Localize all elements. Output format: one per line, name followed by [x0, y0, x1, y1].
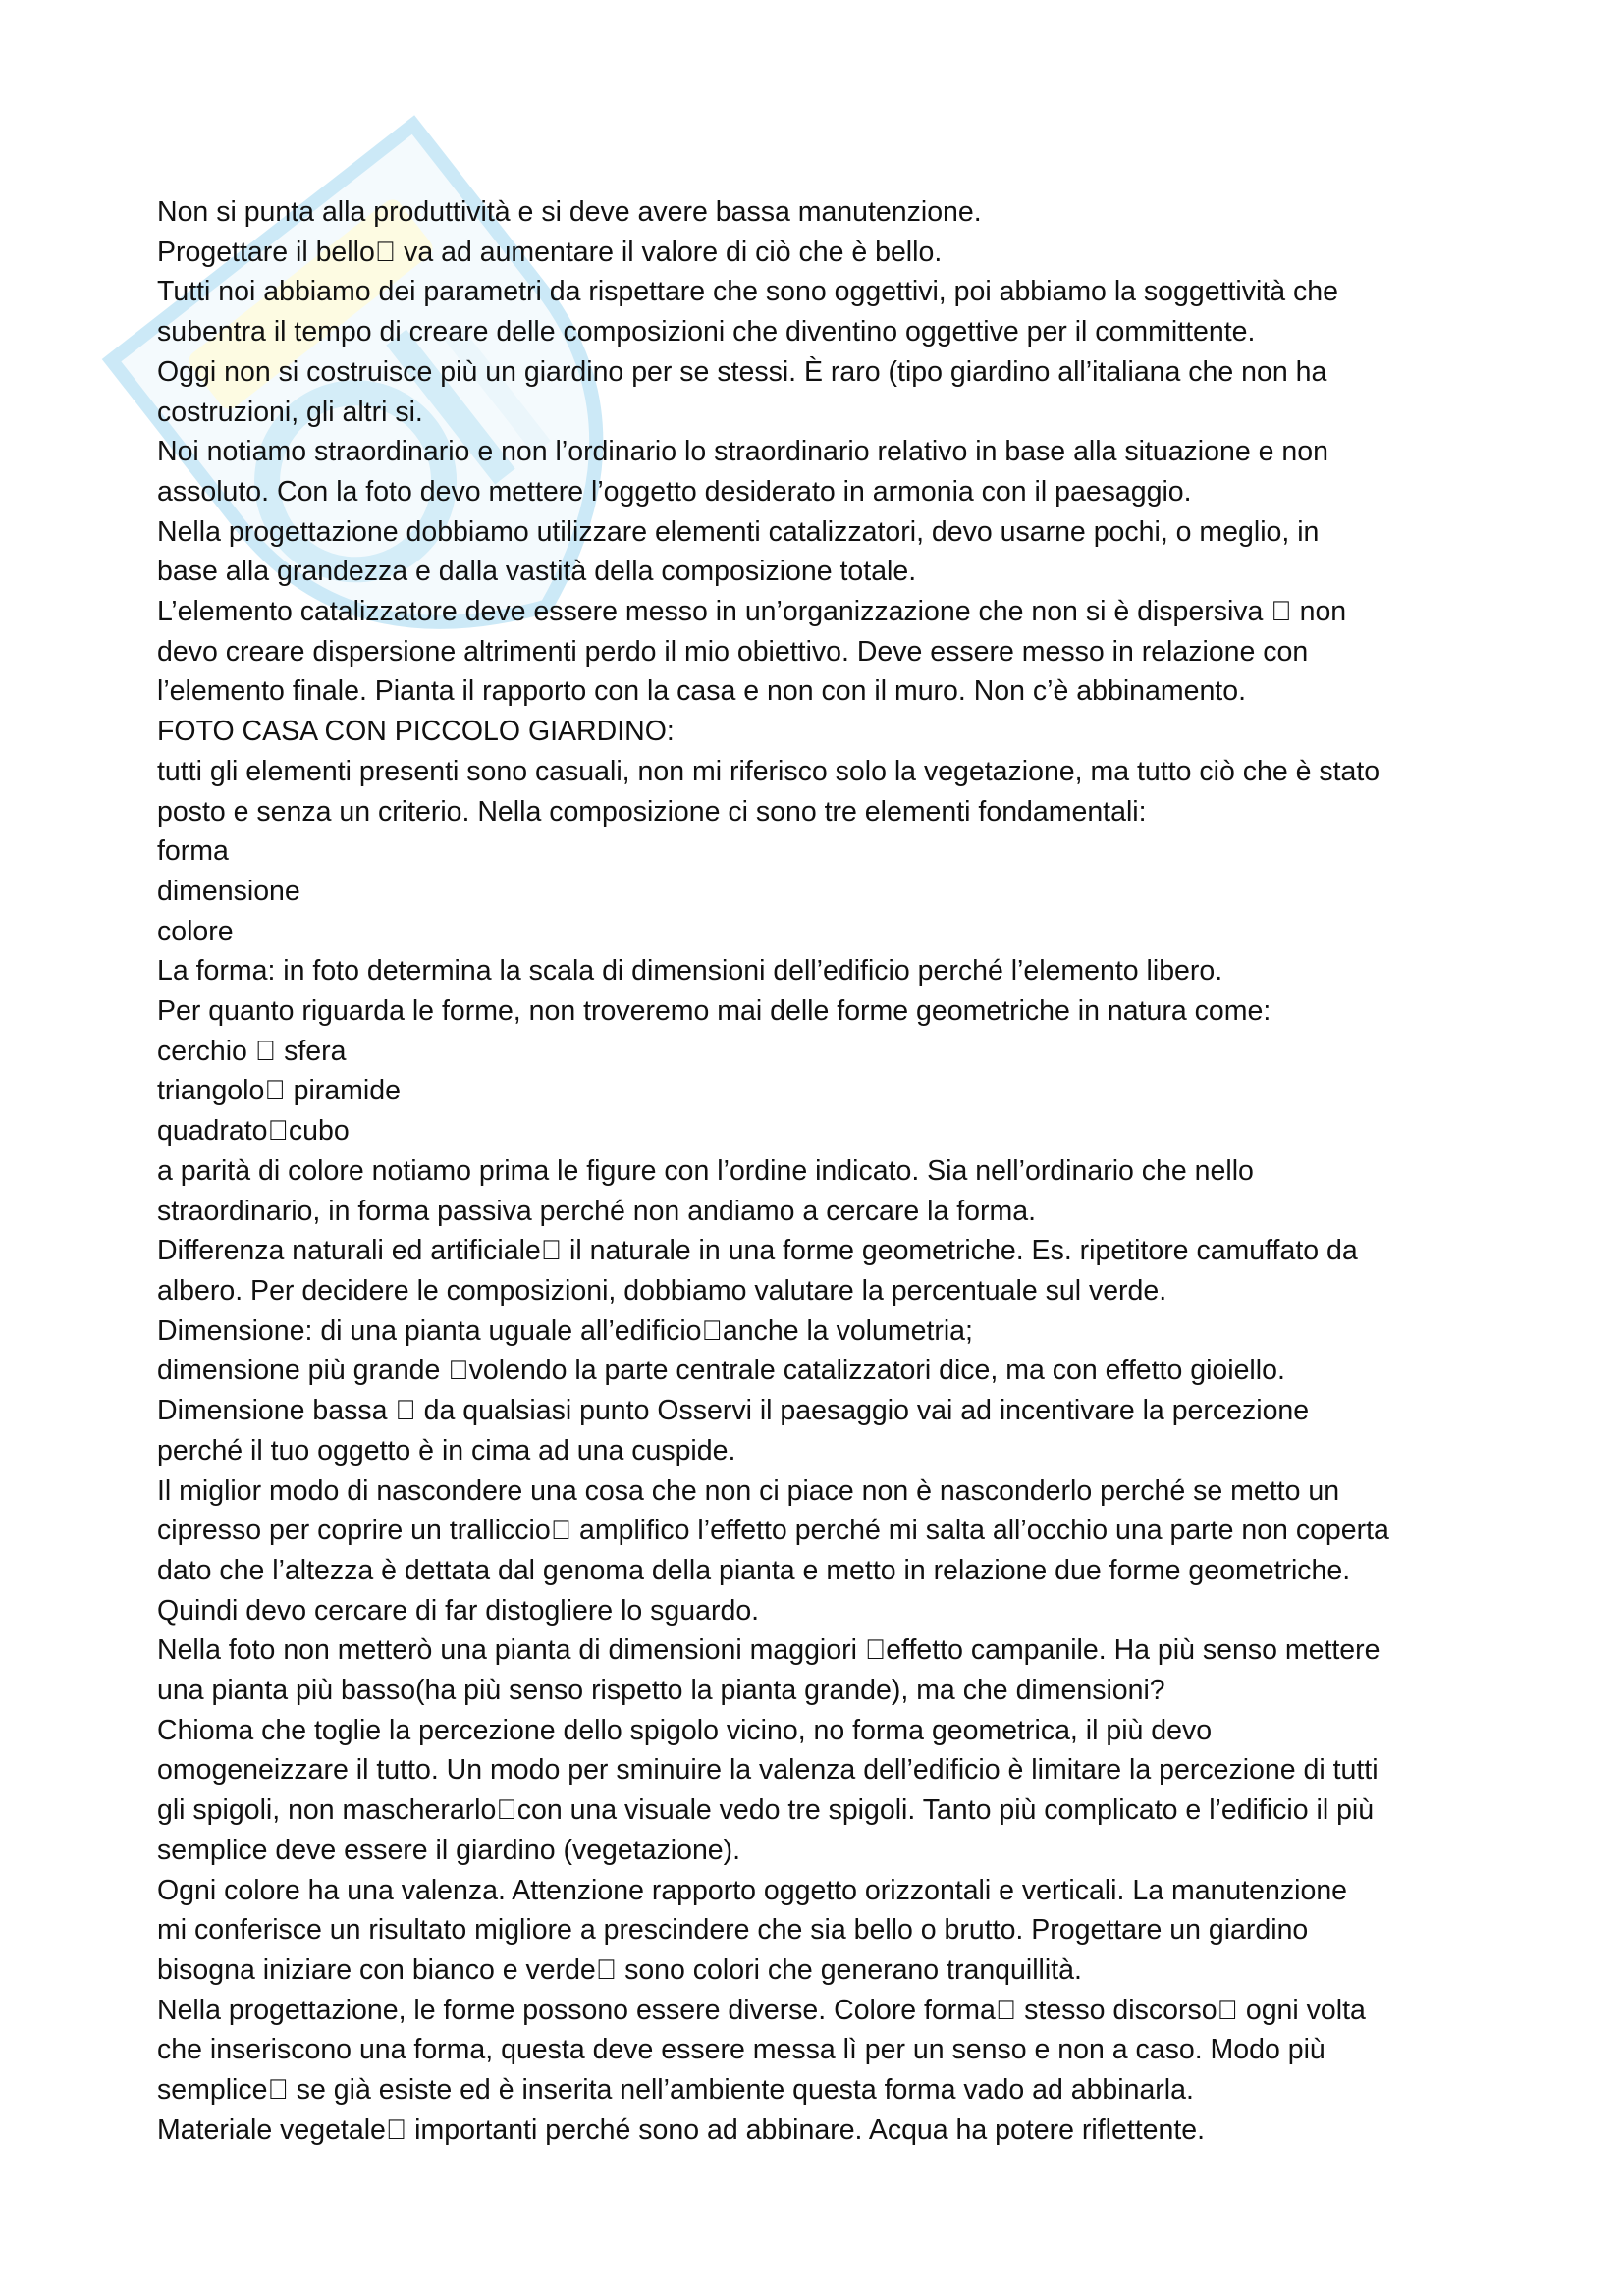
text-line: tutti gli elementi presenti sono casuali, non mi riferisco solo la vegetazione, ma tutto ciò che è stato [157, 755, 1380, 787]
text-line: l’elemento finale. Pianta il rapporto con la casa e non con il muro. Non c’è abbinamento. [157, 675, 1246, 708]
text-line: cipresso per coprire un tralliccio amplifico l’effetto perché mi salta all’occhio una parte non coperta [157, 1515, 1369, 1547]
text-line: Chioma che toglie la percezione dello spigolo vicino, no forma geometrica, il più devo [157, 1714, 1213, 1746]
text-line: Materiale vegetale importanti perché sono ad abbinare. Acqua ha potere riflettente. [157, 2113, 1184, 2146]
text-line: triangolo piramide [157, 1075, 380, 1107]
text-line: Nella progettazione, le forme possono essere diverse. Colore forma stesso discorso ogni volta [157, 1994, 1325, 2026]
text-line: Oggi non si costruisce più un giardino per se stessi. È raro (tipo giardino all’italiana che non ha [157, 355, 1327, 388]
text-line: costruzioni, gli altri si. [157, 396, 423, 428]
text-line: una pianta più basso(ha più senso rispetto la pianta grande), ma che dimensioni? [157, 1675, 1165, 1707]
text-line: bisogna iniziare con bianco e verde sono colori che generano tranquillità. [157, 1953, 1061, 1986]
text-line: Nella progettazione dobbiamo utilizzare elementi catalizzatori, devo usarne pochi, o meglio, in [157, 515, 1320, 548]
text-line: L’elemento catalizzatore deve essere messo in un’organizzazione che non si è dispersiva non [157, 596, 1318, 628]
text-line: gli spigoli, non mascherarlo con una visuale vedo tre spigoli. Tanto più complicato e l’edificio il più [157, 1794, 1361, 1827]
text-line: assoluto. Con la foto devo mettere l’oggetto desiderato in armonia con il paesaggio. [157, 475, 1192, 507]
text-line: a parità di colore notiamo prima le figure con l’ordine indicato. Sia nell’ordinario che nello [157, 1154, 1254, 1187]
text-line: semplice deve essere il giardino (vegetazione). [157, 1834, 741, 1866]
text-line: colore [157, 915, 234, 947]
text-line: La forma: in foto determina la scala di dimensioni dell’edificio perché l’elemento libero. [157, 955, 1223, 988]
text-line: base alla grandezza e dalla vastità della composizione totale. [157, 556, 917, 588]
text-line: dimensione [157, 875, 300, 907]
text-line: Tutti noi abbiamo dei parametri da rispettare che sono oggettivi, poi abbiamo la soggettività che [157, 276, 1338, 308]
text-line: mi conferisce un risultato migliore a prescindere che sia bello o brutto. Progettare un giardino [157, 1914, 1309, 1947]
text-line: Dimensione bassa da qualsiasi punto Osservi il paesaggio vai ad incentivare la percezione [157, 1395, 1280, 1427]
text-line: cerchio sfera [157, 1035, 318, 1067]
text-line: Progettare il bello va ad aumentare il valore di ciò che è bello. [157, 236, 921, 268]
text-line: FOTO CASA CON PICCOLO GIARDINO: [157, 716, 675, 748]
text-line: subentra il tempo di creare delle composizioni che diventino oggettive per il committente. [157, 316, 1256, 348]
text-line: Per quanto riguarda le forme, non troveremo mai delle forme geometriche in natura come: [157, 995, 1271, 1028]
text-line: semplice se già esiste ed è inserita nell’ambiente questa forma vado ad abbinarla. [157, 2074, 1173, 2107]
text-line: straordinario, in forma passiva perché non andiamo a cercare la forma. [157, 1195, 1037, 1227]
text-line: omogeneizzare il tutto. Un modo per sminuire la valenza dell’edificio è limitare la percezione di tutti [157, 1754, 1379, 1787]
text-line: perché il tuo oggetto è in cima ad una cuspide. [157, 1434, 736, 1467]
text-line: posto e senza un criterio. Nella composizione ci sono tre elementi fondamentali: [157, 795, 1147, 828]
text-line: Noi notiamo straordinario e non l’ordinario lo straordinario relativo in base alla situazione e non [157, 436, 1328, 468]
text-line: dimensione più grande volendo la parte centrale catalizzatori dice, ma con effetto gioiello. [157, 1355, 1265, 1387]
text-line: forma [157, 835, 229, 868]
document-body [157, 192, 1492, 2150]
text-line: Differenza naturali ed artificiale il naturale in una forme geometriche. Es. ripetitore camuffato da [157, 1235, 1337, 1267]
text-line: Ogni colore ha una valenza. Attenzione rapporto oggetto orizzontali e verticali. La manutenzione [157, 1874, 1348, 1906]
text-line: Nella foto non metterò una pianta di dimensioni maggiori effetto campanile. Ha più senso mettere [157, 1634, 1360, 1667]
text-line: che inseriscono una forma, questa deve essere messa lì per un senso e non a caso. Modo più [157, 2034, 1325, 2066]
text-line: Il miglior modo di nascondere una cosa che non ci piace non è nasconderlo perché se metto un [157, 1474, 1340, 1507]
text-line: Non si punta alla produttività e si deve avere bassa manutenzione. [157, 196, 982, 228]
text-line: devo creare dispersione altrimenti perdo il mio obiettivo. Deve essere messo in relazione con [157, 635, 1309, 667]
text-line: dato che l’altezza è dettata dal genoma della pianta e metto in relazione due forme geometriche. [157, 1554, 1351, 1586]
text-line: quadrato cubo [157, 1115, 337, 1148]
text-line: Dimensione: di una pianta uguale all’edificio anche la volumetria; [157, 1314, 960, 1347]
text-line: Quindi devo cercare di far distogliere lo sguardo. [157, 1594, 760, 1627]
text-line: albero. Per decidere le composizioni, dobbiamo valutare la percentuale sul verde. [157, 1274, 1167, 1307]
